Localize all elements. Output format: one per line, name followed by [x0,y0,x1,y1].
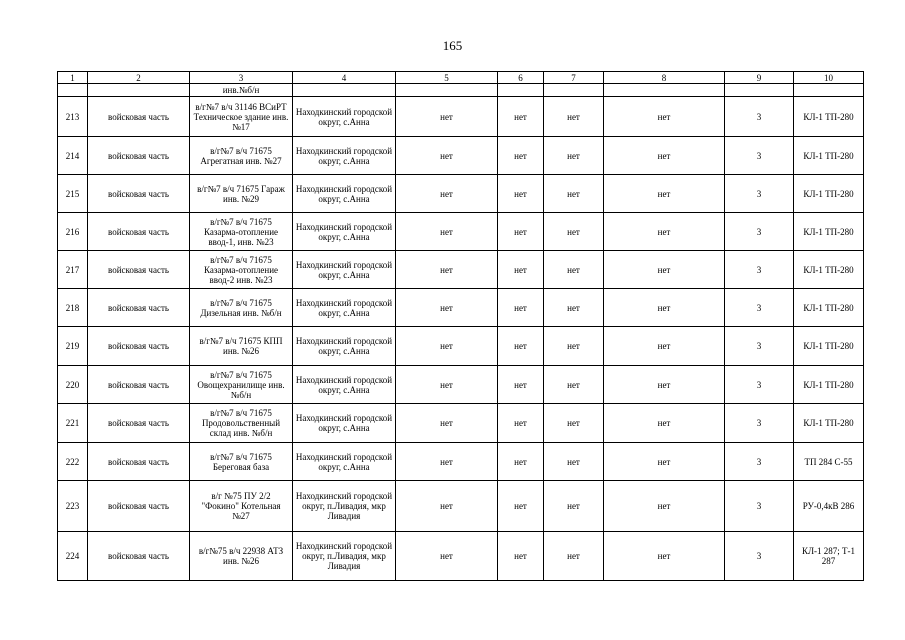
table-cell: в/г№7 в/ч 71675 Продовольственный склад инв. №б/н [190,404,293,443]
table-cell: 224 [58,532,88,581]
table-cell: Находкинский городской округ, с.Анна [293,175,396,213]
table-cell: 213 [58,97,88,137]
table-cell: войсковая часть [88,213,190,251]
table-cell: войсковая часть [88,443,190,481]
table-cell: в/г№7 в/ч 71675 Агрегатная инв. №27 [190,137,293,175]
column-header: 7 [544,72,604,84]
table-cell: в/г№7 в/ч 71675 Казарма-отопление ввод-2 инв. №23 [190,251,293,289]
table-cell: 3 [725,481,794,532]
column-header: 9 [725,72,794,84]
table-cell: КЛ-1 ТП-280 [794,97,864,137]
table-cell: нет [544,175,604,213]
table-row [58,404,864,443]
page-number: 165 [442,38,463,53]
table-cell: нет [604,289,725,327]
column-header: 4 [293,72,396,84]
table-cell: инв.№б/н [190,84,293,97]
table-cell: нет [544,481,604,532]
table-cell: РУ-0,4кВ 286 [794,481,864,532]
table-cell: нет [544,366,604,404]
table-cell: Находкинский городской округ, с.Анна [293,289,396,327]
table-cell: КЛ-1 ТП-280 [794,404,864,443]
table-cell: нет [604,327,725,366]
table-cell: 217 [58,251,88,289]
column-header: 10 [794,72,864,84]
table-cell: войсковая часть [88,404,190,443]
continuation-row [58,84,864,97]
table-cell: 214 [58,137,88,175]
table-cell: в/г№75 в/ч 22938 АТЗ инв. №26 [190,532,293,581]
table-cell: КЛ-1 ТП-280 [794,327,864,366]
table-cell: нет [604,175,725,213]
table-cell [498,84,544,97]
table-cell: 221 [58,404,88,443]
table-row [58,251,864,289]
table-cell: нет [544,137,604,175]
table-cell: нет [396,175,498,213]
table-cell: нет [604,481,725,532]
table-cell: нет [604,404,725,443]
table-cell: нет [604,251,725,289]
table-cell [725,84,794,97]
table-cell: Находкинский городской округ, с.Анна [293,443,396,481]
table-cell: в/г№7 в/ч 71675 Гараж инв. №29 [190,175,293,213]
table-cell: нет [498,404,544,443]
table-cell: войсковая часть [88,532,190,581]
table-cell: нет [396,327,498,366]
table-cell [544,84,604,97]
table-cell: 216 [58,213,88,251]
table-cell: 3 [725,366,794,404]
table-cell: КЛ-1 ТП-280 [794,213,864,251]
table-row [58,137,864,175]
table-cell: нет [498,327,544,366]
table-cell: 215 [58,175,88,213]
table-cell: нет [396,213,498,251]
table-cell: 223 [58,481,88,532]
table-cell: КЛ-1 287; Т-1 287 [794,532,864,581]
table-cell: 3 [725,97,794,137]
column-header: 3 [190,72,293,84]
table-cell: 3 [725,532,794,581]
table-cell: войсковая часть [88,251,190,289]
table-cell: нет [544,532,604,581]
table-cell: нет [498,366,544,404]
table-row [58,481,864,532]
table-cell: 3 [725,404,794,443]
table-cell: Находкинский городской округ, с.Анна [293,213,396,251]
table-cell [604,84,725,97]
table-cell: нет [604,366,725,404]
table-cell: войсковая часть [88,137,190,175]
table-cell: нет [396,366,498,404]
table-cell: Находкинский городской округ, с.Анна [293,404,396,443]
table-cell: нет [498,289,544,327]
table-cell: войсковая часть [88,97,190,137]
column-header: 6 [498,72,544,84]
table-cell: войсковая часть [88,175,190,213]
table-cell: в/г№7 в/ч 71675 КПП инв. №26 [190,327,293,366]
table-cell: КЛ-1 ТП-280 [794,251,864,289]
table-cell: нет [498,532,544,581]
table-cell: нет [604,443,725,481]
table-cell: Находкинский городской округ, с.Анна [293,327,396,366]
table-cell: КЛ-1 ТП-280 [794,175,864,213]
table-cell: 222 [58,443,88,481]
table-row [58,443,864,481]
table-cell: нет [544,443,604,481]
table-cell: 218 [58,289,88,327]
table-row [58,366,864,404]
table-cell: КЛ-1 ТП-280 [794,366,864,404]
table-cell: нет [544,213,604,251]
table-cell: в/г №75 ПУ 2/2 "Фокино" Котельная №27 [190,481,293,532]
table-cell: нет [498,251,544,289]
table-cell [293,84,396,97]
table-cell: нет [396,481,498,532]
table-cell: 3 [725,213,794,251]
table-cell: 3 [725,443,794,481]
table-cell: нет [498,213,544,251]
column-header: 1 [58,72,88,84]
table-cell: нет [498,97,544,137]
table-cell: нет [396,137,498,175]
table-cell: нет [498,443,544,481]
table-cell: 3 [725,137,794,175]
column-header: 5 [396,72,498,84]
table-cell: 3 [725,327,794,366]
table-cell: Находкинский городской округ, с.Анна [293,366,396,404]
column-header: 2 [88,72,190,84]
table-cell: Находкинский городской округ, с.Анна [293,97,396,137]
table-cell: нет [544,97,604,137]
table-cell [794,84,864,97]
column-header: 8 [604,72,725,84]
table-cell: нет [396,251,498,289]
table-row [58,97,864,137]
table-cell: 220 [58,366,88,404]
table-cell: в/г№7 в/ч 31146 ВСиРТ Техническое здание инв.№17 [190,97,293,137]
table-cell: нет [396,443,498,481]
table-row [58,327,864,366]
table-cell: войсковая часть [88,481,190,532]
table-cell: Находкинский городской округ, п.Ливадия, мкр Ливадия [293,532,396,581]
table-cell [58,84,88,97]
table-row [58,213,864,251]
table-cell: нет [604,532,725,581]
table-row [58,175,864,213]
table-cell: нет [498,175,544,213]
table-cell: нет [544,404,604,443]
table-cell: КЛ-1 ТП-280 [794,137,864,175]
table-cell: 219 [58,327,88,366]
table-cell: нет [498,137,544,175]
table-cell: Находкинский городской округ, с.Анна [293,251,396,289]
table-cell: Находкинский городской округ, с.Анна [293,137,396,175]
table-cell: нет [604,97,725,137]
table-row [58,532,864,581]
table-cell [88,84,190,97]
table-cell: нет [544,289,604,327]
table-cell: 3 [725,289,794,327]
table-cell: в/г№7 в/ч 71675 Береговая база [190,443,293,481]
table-cell: войсковая часть [88,327,190,366]
table-cell: 3 [725,251,794,289]
table-cell: войсковая часть [88,366,190,404]
table-cell: нет [396,97,498,137]
table-cell: нет [396,532,498,581]
table-cell: в/г№7 в/ч 71675 Казарма-отопление ввод-1, инв. №23 [190,213,293,251]
table-cell: в/г№7 в/ч 71675 Овощехранилище инв. №б/н [190,366,293,404]
table-cell: нет [544,251,604,289]
header-row [58,72,864,84]
table-cell: Находкинский городской округ, п.Ливадия, мкр Ливадия [293,481,396,532]
table-cell: ТП 284 С-55 [794,443,864,481]
table-cell: нет [544,327,604,366]
table-row [58,289,864,327]
table-cell: войсковая часть [88,289,190,327]
table-cell: нет [498,481,544,532]
data-table [57,71,864,581]
table-cell: нет [604,213,725,251]
table-cell: в/г№7 в/ч 71675 Дизельная инв. №б/н [190,289,293,327]
table-cell: КЛ-1 ТП-280 [794,289,864,327]
table-cell: 3 [725,175,794,213]
table-cell: нет [604,137,725,175]
table-cell: нет [396,404,498,443]
table-cell [396,84,498,97]
table-cell: нет [396,289,498,327]
